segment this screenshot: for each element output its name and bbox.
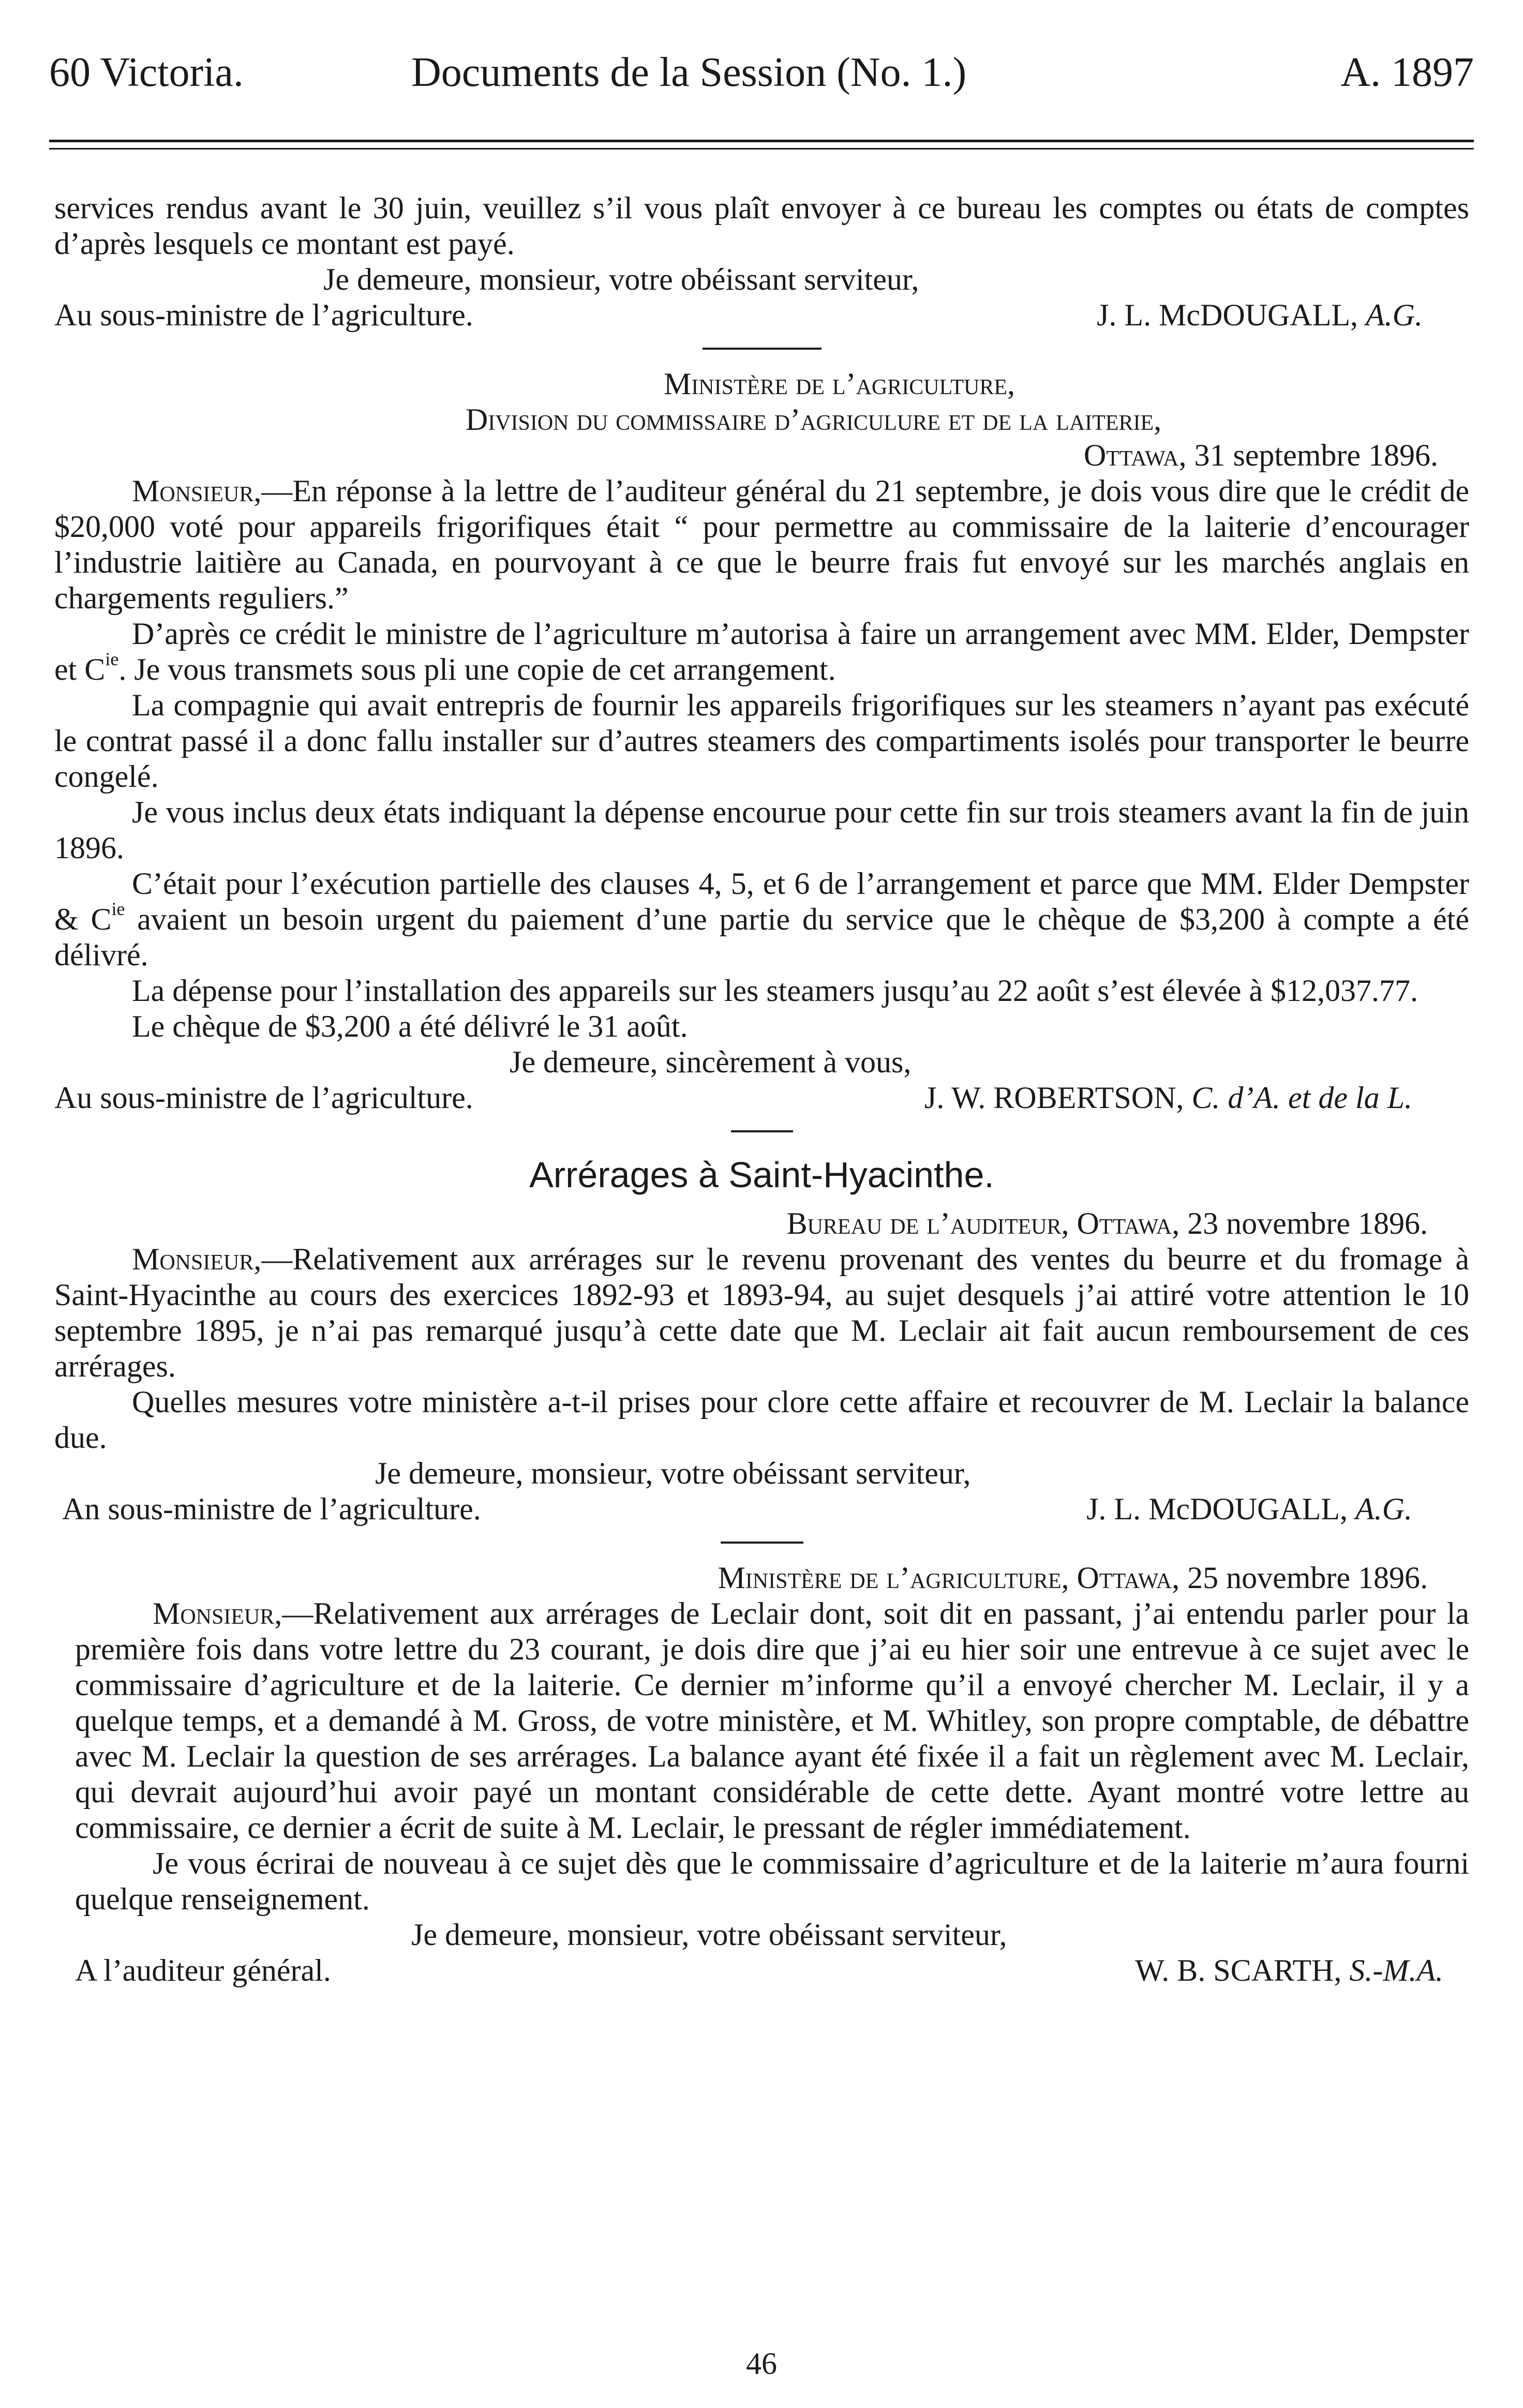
letter1-signature: J. L. McDOUGALL, A.G. <box>1097 298 1423 332</box>
header-year: A. 1897 <box>1340 50 1474 95</box>
letter2-paragraph-6: La dépense pour l’installation des appareils sur les steamers jusqu’au 22 août s’est élevée à $12,037.77. <box>132 974 1418 1008</box>
letter2-signature-row <box>54 1080 1469 1116</box>
letter3-closing: Je demeure, monsieur, votre obéissant serviteur, <box>375 1456 971 1490</box>
letter2-paragraph-3: La compagnie qui avait entrepris de fournir les appareils frigorifiques sur les steamers n’ayant pas exécuté le contrat passé il a donc fallu installer sur d’autres steamers des compartiments isolés pour transporter le beurre congelé. <box>54 688 1469 794</box>
letter4-paragraph-1: Monsieur,—Relativement aux arrérages de Leclair dont, soit dit en passant, j’ai entendu parler pour la première fois dans votre lettre du 23 courant, je dois dire que j’ai eu hier soir une entrevue à ce sujet avec le commissaire d’agriculture et de la laiterie. Ce dernier m’informe qu’il a envoyé chercher M. Leclair, il y a quelque temps, et a demandé à M. Gross, de votre ministère, et M. Whitley, son propre comptable, de débattre avec M. Leclair la question de ses arrérages. La balance ayant été fixée il a fait un règlement avec M. Leclair, qui devrait aujourd’hui avoir payé un montant considérable de cette dette. Ayant montré votre lettre au commissaire, ce dernier a écrit de suite à M. Leclair, le pressant de régler immédiatement. <box>75 1596 1469 1845</box>
letter3-signature-row <box>54 1491 1469 1527</box>
letter1-addressee: Au sous-ministre de l’agriculture. <box>54 298 473 332</box>
section-heading: Arrérages à Saint-Hyacinthe. <box>529 1155 994 1195</box>
letter4-paragraph-2: Je vous écrirai de nouveau à ce sujet dès que le commissaire d’agriculture et de la laiterie m’aura fourni quelque renseignement. <box>75 1846 1469 1916</box>
letter3-dateline: Bureau de l’auditeur, Ottawa, 23 novembre 1896. <box>786 1206 1428 1240</box>
letter1-signature-row <box>54 297 1469 333</box>
letter3-paragraph-2: Quelles mesures votre ministère a-t-il prises pour clore cette affaire et recouvrer de M. Leclair la balance due. <box>54 1385 1469 1455</box>
letter2-paragraph-4: Je vous inclus deux états indiquant la dépense encourue pour cette fin sur trois steamers avant la fin de juin 1896. <box>54 795 1469 865</box>
letter3-paragraph-1: Monsieur,—Relativement aux arrérages sur le revenu provenant des ventes du beurre et du fromage à Saint-Hyacinthe au cours des exercices 1892-93 et 1893-94, au sujet desquels j’ai attiré votre attention le 10 septembre 1895, je n’ai pas remarqué jusqu’à cette date que M. Leclair ait fait aucun remboursement de ces arrérages. <box>54 1242 1469 1383</box>
letter2-addressee: Au sous-ministre de l’agriculture. <box>54 1081 473 1115</box>
letter2-closing: Je demeure, sincèrement à vous, <box>510 1045 912 1079</box>
letter2-org-division: Division du commissaire d’agriculure et de la laiterie, <box>465 402 1162 437</box>
letter4-signature-row <box>54 1953 1469 1988</box>
page-number: 46 <box>746 2346 777 2381</box>
letter4-addressee: A l’auditeur général. <box>75 1953 331 1987</box>
running-header <box>49 52 1474 119</box>
document-body <box>54 190 1469 1988</box>
header-title: Documents de la Session (No. 1.) <box>411 50 967 95</box>
letter2-signature: J. W. ROBERTSON, C. d’A. et de la L. <box>924 1081 1412 1115</box>
letter2-dateline: Ottawa, 31 septembre 1896. <box>1083 438 1438 472</box>
letter4-closing: Je demeure, monsieur, votre obéissant serviteur, <box>411 1918 1007 1952</box>
separator-rule <box>731 1130 793 1132</box>
header-rule-thin <box>49 148 1474 149</box>
header-volume: 60 Victoria. <box>49 50 244 95</box>
letter2-paragraph-5: C’était pour l’exécution partielle des clauses 4, 5, et 6 de l’arrangement et parce que MM. Elder Dempster & $C^{ie}$ avaient un besoin urgent du paiement d’une partie du service que le chèque de $3,200 à compte a été délivré. <box>54 866 1469 972</box>
separator-rule <box>721 1542 803 1544</box>
letter1-closing: Je demeure, monsieur, votre obéissant serviteur, <box>323 262 919 296</box>
header-rule-thick <box>49 140 1474 142</box>
letter4-dateline: Ministère de l’agriculture, Ottawa, 25 novembre 1896. <box>718 1561 1428 1595</box>
letter2-paragraph-1: Monsieur,—En réponse à la lettre de l’auditeur général du 21 septembre, je dois vous dire que le crédit de $20,000 voté pour appareils frigorifiques était “ pour permettre au commissaire de la laiterie d’encourager l’industrie laitière au Canada, en pourvoyant à ce que le beurre frais fut envoyé sur les marchés anglais en chargements reguliers.” <box>54 474 1469 615</box>
letter3-addressee: An sous-ministre de l’agriculture. <box>62 1492 481 1526</box>
letter4-signature: W. B. SCARTH, S.-M.A. <box>1135 1953 1443 1987</box>
separator-rule <box>703 348 822 350</box>
letter2-paragraph-2: D’après ce crédit le ministre de l’agriculture m’autorisa à faire un arrangement avec MM. Elder, Dempster et $C^{ie}$. Je vous transmets sous pli une copie de cet arrangement. <box>54 617 1469 686</box>
letter2-paragraph-7: Le chèque de $3,200 a été délivré le 31 août. <box>132 1009 688 1043</box>
letter3-signature: J. L. McDOUGALL, A.G. <box>1086 1492 1412 1526</box>
letter1-paragraph: services rendus avant le 30 juin, veuillez s’il vous plaît envoyer à ce bureau les comptes ou états de comptes d’après lesquels ce montant est payé. <box>54 191 1469 261</box>
letter2-org-ministry: Ministère de l’agriculture, <box>663 367 1016 401</box>
